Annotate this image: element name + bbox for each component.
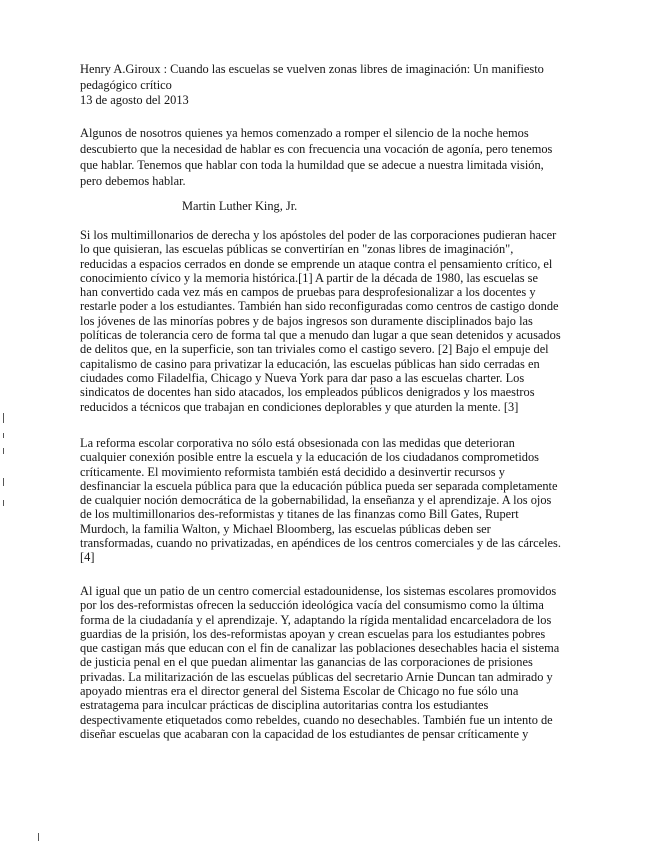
paragraph-line: han convertido cada vez más en campos de pruebas para desprofesionalizar a los docentes y (80, 285, 536, 300)
paragraph-line: guardias de la prisión, los des-reformistas apoyan y crean escuelas para los estudiantes pobres (80, 626, 546, 641)
scan-mark (3, 448, 4, 454)
epigraph-author: Martin Luther King, Jr. (182, 199, 298, 213)
document-date: 13 de agosto del 2013 (80, 93, 189, 107)
paragraph-line: desfinanciar la escuela pública para que la educación pública pueda ser separada completamente (80, 478, 558, 493)
paragraph-line: políticas de tolerancia cero de forma tal que a menudo dan lugar a que sean detenidos y acusados (80, 328, 561, 343)
scan-mark (3, 500, 4, 506)
epigraph-line: que hablar. Tenemos que hablar con toda la humildad que se adecue a nuestra limitada visión, (80, 158, 544, 172)
paragraph-line: ciudades como Filadelfia, Chicago y Nueva York para dar paso a las escuelas charter. Los (80, 370, 525, 385)
scan-mark (3, 433, 4, 438)
document-header (80, 62, 600, 109)
paragraph-line: transformadas, cuando no privatizadas, en apéndices de los centros comerciales y de las cárceles. (80, 536, 561, 551)
paragraph-line: reducidas a espacios cerrados en donde se emprende un ataque contra el pensamiento crítico, el (80, 256, 553, 271)
paragraph-line: despectivamente etiquetados como rebeldes, cuando no desechables. También fue un intento de (80, 712, 553, 727)
paragraph-line: Si los multimillonarios de derecha y los apóstoles del poder de las corporaciones pudieran hacer (80, 228, 557, 242)
paragraph-line: de delitos que, en la superficie, son tan triviales como el castigo severo. [2] Bajo el empuje del (80, 342, 549, 357)
paragraph-line: Murdoch, la familia Walton, y Michael Bloomberg, las escuelas públicas deben ser (80, 521, 491, 536)
paragraph-line: forma de la ciudadanía y el aprendizaje. Y, adaptando la rígida mentalidad encarceladora de los (80, 612, 552, 627)
paragraph-line: de justicia penal en el que puedan alimentar las ganancias de las corporaciones de prisiones (80, 655, 533, 670)
paragraph-line: que castigan más que educan con el fin de canalizar las poblaciones desechables hacia el sistema (80, 641, 560, 656)
paragraph-line: críticamente. El movimiento reformista también está decidido a desinvertir recursos y (80, 464, 505, 479)
paragraph-line: los jóvenes de las minorías pobres y de bajos ingresos son duramente disciplinados bajo las (80, 313, 533, 328)
scan-mark (3, 413, 4, 423)
scan-mark (38, 833, 39, 841)
paragraph-line: Al igual que un patio de un centro comercial estadounidense, los sistemas escolares promovidos (80, 584, 557, 598)
epigraph-line: descubierto que la necesidad de hablar es con frecuencia una vocación de agonía, pero tenemos (80, 142, 553, 156)
epigraph-line: Algunos de nosotros quienes ya hemos comenzado a romper el silencio de la noche hemos (80, 126, 529, 140)
epigraph-line: pero debemos hablar. (80, 174, 186, 188)
paragraph-line: sindicatos de docentes han sido atacados, los empleados públicos denigrados y los maestros (80, 385, 535, 400)
paragraph-1 (80, 228, 590, 414)
scan-mark (3, 478, 4, 486)
paragraph-line: lo que quisieran, las escuelas públicas se convertirían en "zonas libres de imaginación", (80, 242, 514, 257)
paragraph-line: privadas. La militarización de las escuelas públicas del secretario Arnie Duncan tan admirado y (80, 669, 553, 684)
paragraph-3 (80, 584, 590, 741)
paragraph-line: cualquier conexión posible entre la escuela y la educación de los ciudadanos comprometidos (80, 450, 539, 465)
document-title-line-1: Henry A.Giroux : Cuando las escuelas se vuelven zonas libres de imaginación: Un manifiesto (80, 62, 544, 76)
paragraph-line: apoyado mientras era el director general del Sistema Escolar de Chicago no fue sólo una (80, 684, 519, 699)
paragraph-line: La reforma escolar corporativa no sólo está obsesionada con las medidas que deterioran (80, 436, 515, 450)
paragraph-line: conocimiento cívico y la memoria histórica.[1] A partir de la década de 1980, las escuelas se (80, 270, 538, 285)
paragraph-line: reducidos a técnicos que trabajan en condiciones deplorables y que aturden la mente. [3] (80, 399, 519, 414)
paragraph-line: estratagema para inculcar prácticas de disciplina autoritarias contra los estudiantes (80, 698, 489, 713)
paragraph-line: de cualquier noción democrática de la gobernabilidad, la enseñanza y el aprendizaje. A los ojos (80, 493, 552, 508)
paragraph-line: capitalismo de casino para privatizar la educación, las escuelas públicas han sido cerradas en (80, 356, 540, 371)
paragraph-line: por los des-reformistas ofrecen la seducción ideológica vacía del consumismo como la última (80, 598, 544, 613)
paragraph-line: [4] (80, 550, 95, 565)
paragraph-line: restarle poder a los estudiantes. También han sido reconfiguradas como centros de castigo donde (80, 299, 559, 314)
paragraph-line: diseñar escuelas que acabaran con la capacidad de los estudiantes de pensar críticamente y (80, 726, 529, 741)
paragraph-2 (80, 436, 590, 565)
document-title-line-2: pedagógico crítico (80, 77, 172, 92)
paragraph-line: de los multimillonarios des-reformistas y titanes de las finanzas como Bill Gates, Rupert (80, 507, 519, 522)
epigraph-quote (80, 125, 600, 189)
